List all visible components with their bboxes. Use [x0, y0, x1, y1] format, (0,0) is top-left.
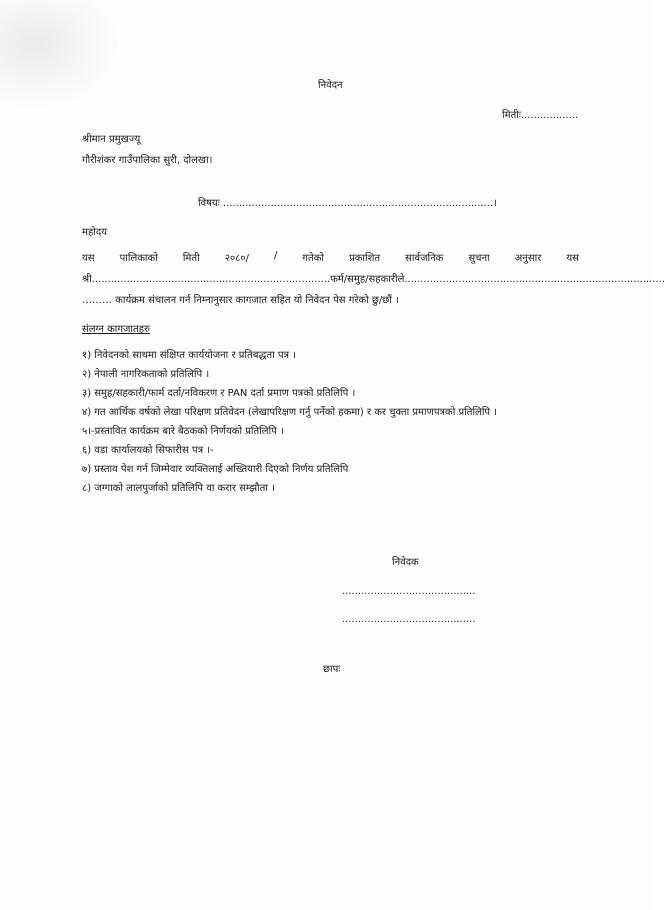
body-word: सुचना — [468, 253, 490, 264]
enclosures-heading: संलग्न कागजातहरु — [82, 324, 150, 335]
enclosures-list — [82, 346, 497, 498]
document-title: निवेदन — [318, 80, 343, 91]
paper-smudge — [0, 0, 120, 110]
name-line: .......................................... — [342, 614, 476, 625]
body-word: पालिकाको — [119, 253, 158, 264]
signature-line: .......................................... — [342, 586, 476, 597]
body-line-3: ……… कार्यक्रम संचालन गर्न निम्नानुसार कागजात सहित यो निवेदन पेस गरेको छु/छौं । — [82, 295, 399, 306]
addressee-office-line: गौरीशंकर गाउँपालिका सुरी, दोलखा। — [82, 155, 213, 166]
list-item: १) निवेदनको साथमा संक्षिप्त कार्ययोजना र प्रतिबद्धता पत्र । — [82, 350, 297, 361]
body-word: / — [273, 250, 278, 261]
date-line: मितीः.................. — [502, 110, 579, 121]
body-line-1 — [82, 250, 579, 264]
list-item: ४) गत आर्थिक वर्षको लेखा परिक्षण प्रतिवेदन (लेखापरिक्षण गर्नु पर्नेको हकमा) र कर चुक्ता प्रमाणपत्रको प्रतिलिपि । — [82, 407, 498, 418]
body-word: मिती — [182, 253, 200, 264]
addressee-line: श्रीमान प्रमुखज्यू — [82, 134, 141, 145]
list-item: ५।-प्रस्तावित कार्यक्रम बारे बैठकको निर्णयको प्रतिलिपि । — [82, 426, 284, 437]
list-item: ६) वडा कार्यालयको सिफारीस पत्र ।- — [82, 445, 214, 456]
stamp-label: छापः — [323, 664, 341, 675]
body-word: प्रकाशित — [349, 253, 381, 264]
body-word: सार्वजनिक — [405, 253, 444, 264]
body-word: यस — [82, 253, 95, 264]
list-item: २) नेपाली नागरिकताको प्रतिलिपि । — [82, 369, 210, 380]
list-item: ३) समुह/सहकारी/फार्म दर्ता/नविकरण र PAN दर्ता प्रमाण पत्रको प्रतिलिपि । — [82, 388, 356, 399]
list-item: ७) प्रस्ताव पेश गर्न जिम्मेवार व्यक्तिलाई अख्तियारी दिएको निर्णय प्रतिलिपि — [82, 464, 349, 475]
subject-line: विषयः .....................................................................................। — [198, 198, 497, 209]
body-line-2: श्री...........................................................................फर्म/समुह/सहकारीले.................................................................................. — [82, 274, 665, 285]
body-word: २०८०/ — [224, 253, 249, 264]
body-word: यस — [566, 253, 579, 264]
applicant-label: निवेदक — [392, 557, 419, 568]
body-word: गतेको — [302, 253, 325, 264]
list-item: ८) जग्गाको लालपुर्जाको प्रतिलिपि वा करार सम्झौता । — [82, 483, 275, 494]
body-word: अनुसार — [514, 253, 542, 264]
salutation: महोदय — [82, 227, 107, 238]
